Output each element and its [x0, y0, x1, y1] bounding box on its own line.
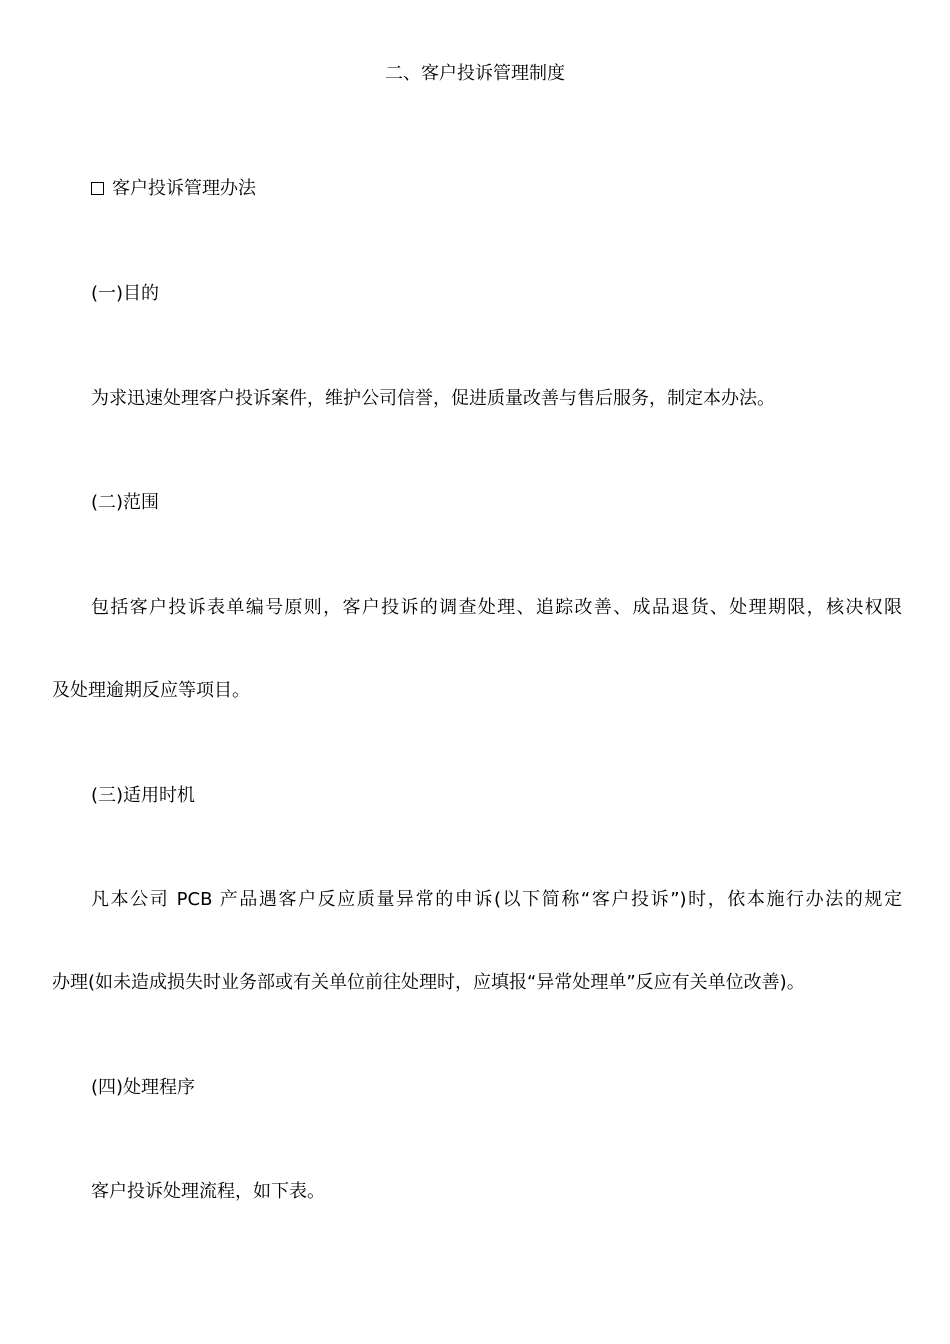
section-body-procedure: 客户投诉处理流程，如下表。	[91, 1181, 325, 1202]
checkbox-icon	[91, 182, 104, 195]
section-body-scope-line1: 包括客户投诉表单编号原则，客户投诉的调查处理、追踪改善、成品退货、处理期限，核决权限	[91, 597, 902, 618]
section-body-scope-line2: 及处理逾期反应等项目。	[52, 680, 250, 701]
section-heading-scope: (二)范围	[91, 492, 160, 513]
main-heading	[91, 177, 256, 201]
section-body-applicability-line1: 凡本公司 PCB 产品遇客户反应质量异常的申诉(以下简称“客户投诉”)时，依本施行办法的规定	[91, 889, 902, 910]
page-title: 二、客户投诉管理制度	[385, 63, 565, 84]
section-body-purpose: 为求迅速处理客户投诉案件，维护公司信誉，促进质量改善与售后服务，制定本办法。	[91, 388, 775, 409]
section-heading-procedure: (四)处理程序	[91, 1077, 196, 1098]
main-heading-text: 客户投诉管理办法	[112, 178, 256, 199]
section-body-applicability-line2: 办理(如未造成损失时业务部或有关单位前往处理时，应填报“异常处理单”反应有关单位改善)。	[52, 972, 805, 993]
section-heading-purpose: (一)目的	[91, 283, 160, 304]
section-heading-applicability: (三)适用时机	[91, 785, 196, 806]
